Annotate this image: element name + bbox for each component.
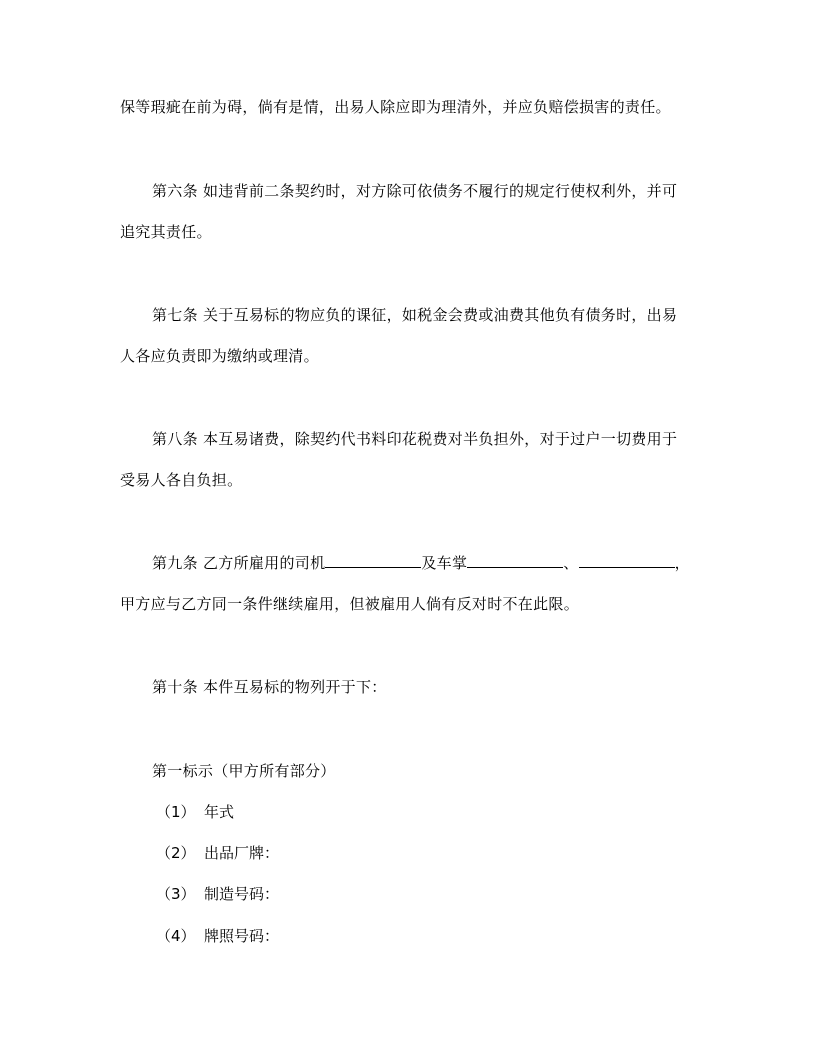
list-item bbox=[156, 802, 234, 822]
driver-name-blank bbox=[325, 553, 421, 568]
article-8-line-2: 受易人各自负担。 bbox=[120, 471, 243, 489]
article-9-text-d: ， bbox=[674, 554, 690, 572]
article-9-text-c: 、 bbox=[563, 554, 579, 572]
list-item-number: （2） bbox=[156, 844, 196, 862]
list-title: 第一标示（甲方所有部分） bbox=[152, 762, 336, 780]
list-item bbox=[156, 843, 279, 863]
article-7-line-1: 第七条 关于互易标的物应负的课征，如税金会费或油费其他负有债务时，出易 bbox=[152, 306, 678, 324]
paragraph-continuation: 保等瑕疵在前为碍，倘有是情，出易人除应即为理清外，并应负赔偿损害的责任。 bbox=[120, 98, 671, 116]
list-item-label: 出品厂牌： bbox=[204, 844, 280, 862]
article-10-line-1: 第十条 本件互易标的物列开于下： bbox=[152, 678, 387, 696]
list-item-number: （1） bbox=[156, 803, 196, 821]
article-9-line-2: 甲方应与乙方同一条件继续雇用，但被雇用人倘有反对时不在此限。 bbox=[120, 595, 580, 613]
article-6-line-1: 第六条 如违背前二条契约时，对方除可依债务不履行的规定行使权利外，并可 bbox=[152, 182, 678, 200]
list-item bbox=[156, 926, 279, 946]
article-7-line-2: 人各应负责即为缴纳或理清。 bbox=[120, 347, 319, 365]
list-item-label: 制造号码： bbox=[204, 885, 280, 903]
article-9-text-a: 第九条 乙方所雇用的司机 bbox=[152, 554, 326, 572]
list-item-label: 牌照号码： bbox=[204, 927, 280, 945]
article-6-line-2: 追究其责任。 bbox=[120, 223, 212, 241]
list-item-number: （3） bbox=[156, 885, 196, 903]
list-item-label: 年式 bbox=[204, 803, 235, 821]
conductor-name-blank-2 bbox=[579, 553, 675, 568]
article-8-line-1: 第八条 本互易诸费，除契约代书料印花税费对半负担外，对于过户一切费用于 bbox=[152, 430, 678, 448]
list-item bbox=[156, 884, 279, 904]
article-9-text-b: 及车掌 bbox=[421, 554, 468, 572]
list-item-number: （4） bbox=[156, 927, 196, 945]
article-9-line-1 bbox=[152, 553, 690, 573]
conductor-name-blank-1 bbox=[467, 553, 563, 568]
